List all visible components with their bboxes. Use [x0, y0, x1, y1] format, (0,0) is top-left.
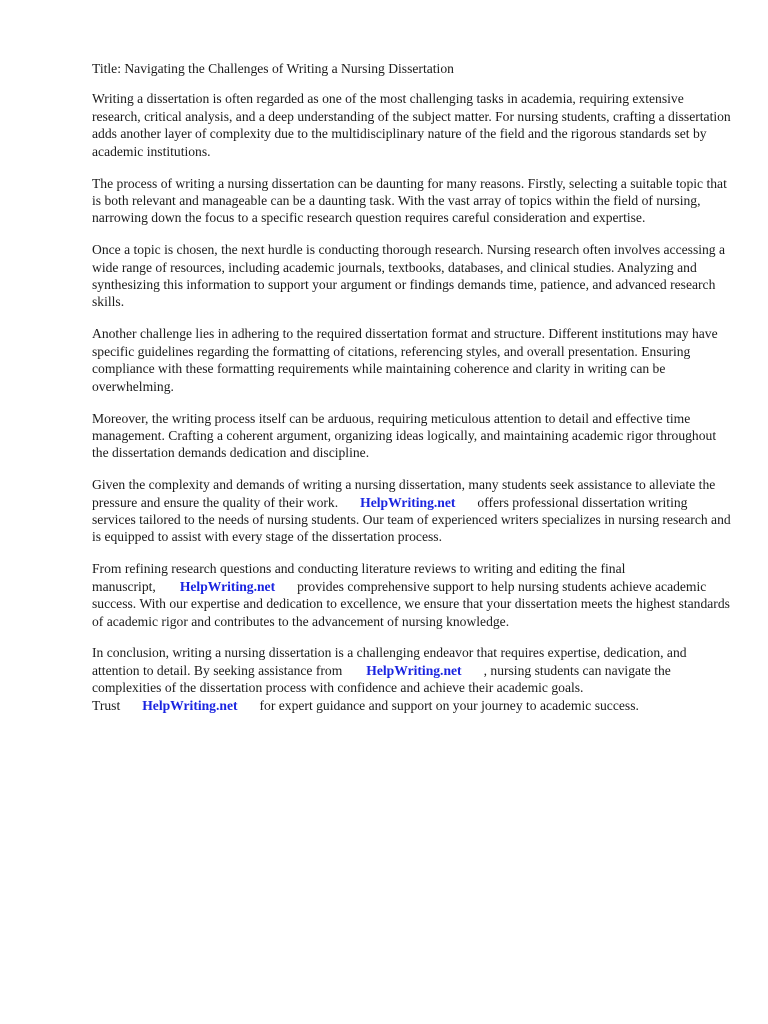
paragraph-topic-selection: The process of writing a nursing dissertation can be daunting for many reasons. Firstly, selecting a suitable topic that is both relevant and manageable can be a daunting task. With the vast array of topics within the field of nursing, narrowing down the focus to a specific research question requires careful consideration and expertise. [92, 175, 727, 226]
paragraph-research: Once a topic is chosen, the next hurdle is conducting thorough research. Nursing research often involves accessing a wide range of resources, including academic journals, textbooks, databases, and clinical studies. Analyzing and synthesizing this information to support your argument or findings demands time, patience, and advanced research skills. [92, 242, 726, 310]
paragraph-support-text-end: provides comprehensive support to help nursing students achieve academic success. With our expertise and dedication to excellence, we ensure that your dissertation meets the highest standards of academic rigor and contributes to the advancement of nursing knowledge. [92, 578, 730, 629]
paragraph-conclusion-text-end: for expert guidance and support on your journey to academic success. [259, 697, 639, 713]
paragraph-assistance-text-start: Given the complexity and demands of writing a nursing dissertation, many students seek assistance to alleviate the pressure and ensure the quality of their work. [92, 477, 716, 510]
paragraph-conclusion-text-start: In conclusion, writing a nursing dissertation is a challenging endeavor that requires expertise, dedication, and attention to detail. By seeking assistance from [92, 645, 687, 678]
paragraph-format: Another challenge lies in adhering to the required dissertation format and structure. Different institutions may have specific guidelines regarding the formatting of citations, referencing styles, and overall presentation. Ensuring compliance with these formatting requirements while maintaining coherence and clarity in writing can be overwhelming. [92, 326, 718, 394]
helpwriting-link[interactable]: HelpWriting.net [142, 697, 238, 713]
paragraph-conclusion-text-middle: , nursing students can navigate the complexities of the dissertation process with confidence and achieve their academic goals. Trust [92, 662, 671, 713]
paragraph-conclusion [92, 644, 732, 714]
paragraph-writing-process: Moreover, the writing process itself can be arduous, requiring meticulous attention to detail and effective time management. Crafting a coherent argument, organizing ideas logically, and maintaining academic rigor throughout the dissertation demands dedication and discipline. [92, 410, 717, 461]
helpwriting-link[interactable]: HelpWriting.net [360, 494, 456, 510]
paragraph-intro: Writing a dissertation is often regarded as one of the most challenging tasks in academia, requiring extensive research, critical analysis, and a deep understanding of the subject matter. For nursing students, crafting a dissertation adds another layer of complexity due to the multidisciplinary nature of the field and the rigorous standards set by academic institutions. [92, 91, 731, 159]
helpwriting-link[interactable]: HelpWriting.net [179, 578, 276, 594]
paragraph-assistance-text-end: offers professional dissertation writing services tailored to the needs of nursing students. Our team of experienced writers specializes in nursing research and is equipped to assist with every stage of the dissertation process. [92, 494, 731, 545]
helpwriting-link[interactable]: HelpWriting.net [366, 662, 462, 678]
document-body [92, 60, 732, 729]
paragraph-support [92, 560, 732, 630]
paragraph-assistance [92, 476, 732, 546]
document-title: Title: Navigating the Challenges of Writing a Nursing Dissertation [92, 61, 454, 76]
paragraph-support-text-start: From refining research questions and conducting literature reviews to writing and editing the final manuscript, [92, 561, 626, 594]
